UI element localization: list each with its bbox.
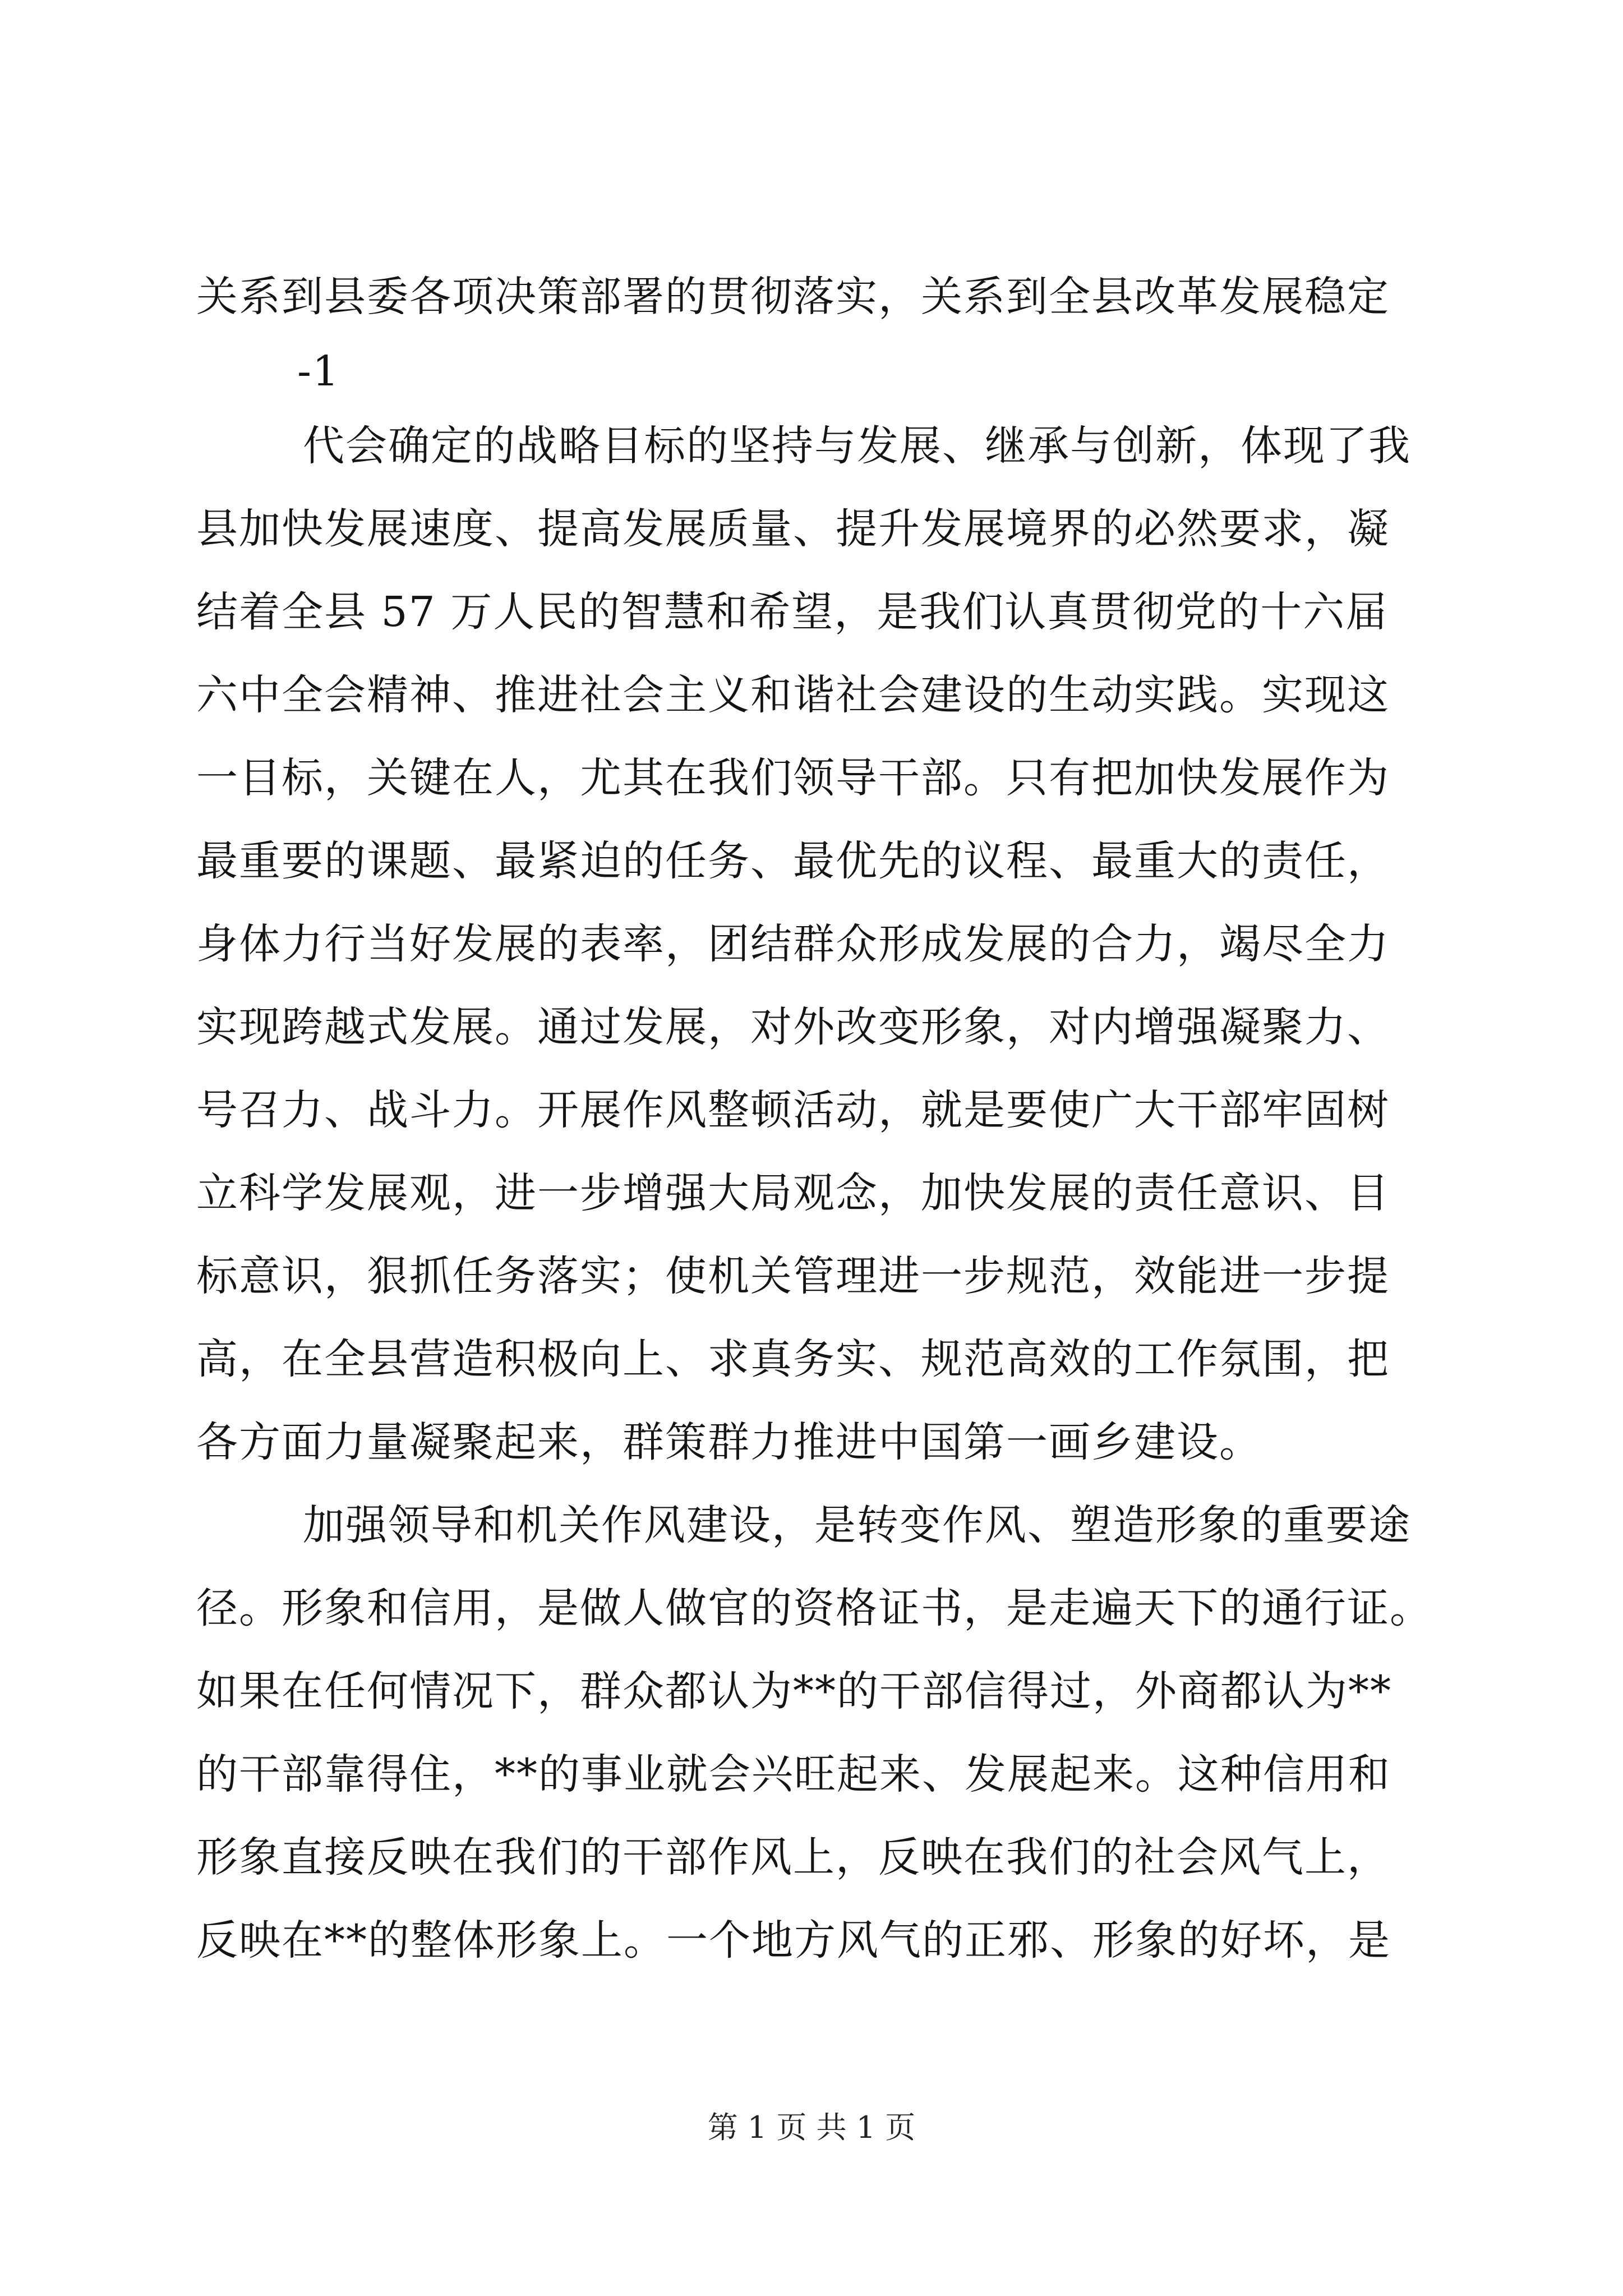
text-line: 实现跨越式发展。通过发展，对外改变形象，对内增强凝聚力、 [196,1003,1390,1051]
page-footer: 第 1 页 共 1 页 [707,2110,916,2145]
text-line: 结着全县 57 万人民的智慧和希望，是我们认真贯彻党的十六届 [196,588,1389,636]
paragraph-start-line: 加强领导和机关作风建设，是转变作风、塑造形象的重要途 [303,1501,1411,1549]
text-line: 关系到县委各项决策部署的贯彻落实，关系到全县改革发展稳定 [196,273,1390,321]
text-line: 反映在**的整体形象上。一个地方风气的正邪、形象的好坏，是 [196,1916,1391,1964]
page-number-marker: -1 [297,347,340,395]
text-line: 的干部靠得住，**的事业就会兴旺起来、发展起来。这种信用和 [196,1750,1391,1798]
text-line: 最重要的课题、最紧迫的任务、最优先的议程、最重大的责任， [196,837,1390,885]
text-line: 六中全会精神、推进社会主义和谐社会建设的生动实践。实现这 [196,671,1390,719]
document-body [196,255,1430,1982]
text-line: 径。形象和信用，是做人做官的资格证书，是走遍天下的通行证。 [196,1584,1432,1632]
text-line: 号召力、战斗力。开展作风整顿活动，就是要使广大干部牢固树 [196,1086,1390,1134]
text-line: 高，在全县营造积极向上、求真务实、规范高效的工作氛围，把 [196,1335,1390,1383]
paragraph-start-line: 代会确定的战略目标的坚持与发展、继承与创新，体现了我 [303,422,1411,470]
text-line: 身体力行当好发展的表率，团结群众形成发展的合力，竭尽全力 [196,920,1390,968]
text-line: 标意识，狠抓任务落实；使机关管理进一步规范，效能进一步提 [196,1252,1390,1300]
text-line: 立科学发展观，进一步增强大局观念，加快发展的责任意识、目 [196,1169,1390,1217]
text-line: 各方面力量凝聚起来，群策群力推进中国第一画乡建设。 [196,1418,1262,1466]
text-line: 形象直接反映在我们的干部作风上，反映在我们的社会风气上， [196,1833,1390,1881]
text-line: 一目标，关键在人，尤其在我们领导干部。只有把加快发展作为 [196,754,1390,802]
text-line: 县加快发展速度、提高发展质量、提升发展境界的必然要求，凝 [196,505,1390,553]
text-line: 如果在任何情况下，群众都认为**的干部信得过，外商都认为** [196,1667,1392,1715]
